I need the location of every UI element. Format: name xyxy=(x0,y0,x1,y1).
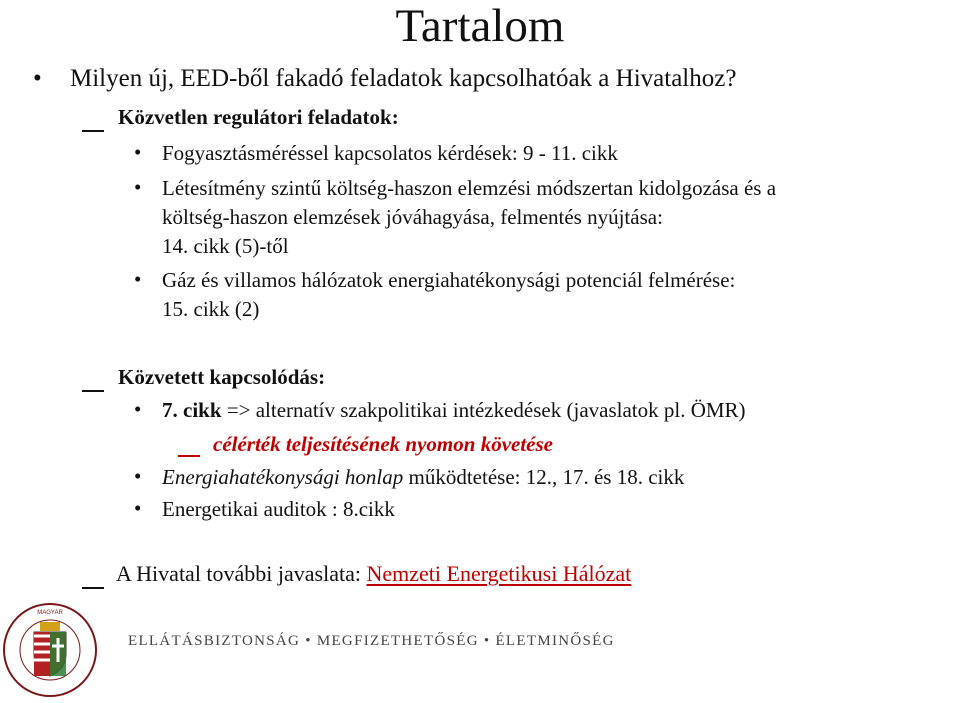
page-title: Tartalom xyxy=(395,0,565,52)
bullet-icon: • xyxy=(134,267,142,291)
proposal-prefix: A Hivatal további javaslata: xyxy=(116,561,367,586)
seal-icon xyxy=(2,602,98,698)
dash-icon xyxy=(82,576,104,594)
direct-item-2-line-2: költség-haszon elemzések jóváhagyása, felmentés nyújtása: xyxy=(162,205,663,229)
indirect-item-2 xyxy=(162,464,684,490)
indirect-heading: Közvetett kapcsolódás: xyxy=(118,365,326,389)
proposal-highlight: Nemzeti Energetikusi Hálózat xyxy=(366,561,632,586)
proposal-line xyxy=(116,560,631,588)
direct-item-1: Fogyasztásméréssel kapcsolatos kérdések: 9 - 11. cikk xyxy=(162,141,618,165)
direct-item-3-line-1: Gáz és villamos hálózatok energiahatékonysági potenciál felmérése: xyxy=(162,268,736,292)
office-logo xyxy=(2,602,98,698)
bullet-icon: • xyxy=(134,140,142,164)
footer-slogan: ELLÁTÁSBIZTONSÁG • MEGFIZETHETŐSÉG • ÉLETMINŐSÉG xyxy=(128,633,615,649)
direct-item-2-line-3: 14. cikk (5)-től xyxy=(162,234,289,258)
website-name: Energiahatékonysági honlap xyxy=(162,465,404,489)
indirect-item-2-text: működtetése: 12., 17. és 18. cikk xyxy=(403,465,685,489)
indirect-subitem: célérték teljesítésének nyomon követése xyxy=(213,432,553,456)
indirect-item-3: Energetikai auditok : 8.cikk xyxy=(162,497,395,521)
bullet-icon: • xyxy=(33,65,42,92)
bullet-icon: • xyxy=(134,175,142,199)
direct-item-3-line-2: 15. cikk (2) xyxy=(162,297,260,321)
bullet-icon: • xyxy=(134,397,142,421)
dash-icon xyxy=(82,379,104,397)
indirect-item-1 xyxy=(162,397,746,423)
direct-item-2-line-1: Létesítmény szintű költség-haszon elemzési módszertan kidolgozása és a xyxy=(162,176,777,200)
bullet-icon: • xyxy=(134,464,142,488)
svg-text:MAGYAR: MAGYAR xyxy=(37,610,63,616)
red-dash-icon xyxy=(178,444,200,462)
indirect-item-1-text: => alternatív szakpolitikai intézkedések (javaslatok pl. ÖMR) xyxy=(221,398,746,422)
main-question: Milyen új, EED-ből fakadó feladatok kapcsolhatóak a Hivatalhoz? xyxy=(70,65,737,92)
direct-heading: Közvetlen regulátori feladatok: xyxy=(118,105,399,129)
dash-icon xyxy=(82,119,104,137)
article-ref: 7. cikk xyxy=(162,398,222,422)
bullet-icon: • xyxy=(134,496,142,520)
